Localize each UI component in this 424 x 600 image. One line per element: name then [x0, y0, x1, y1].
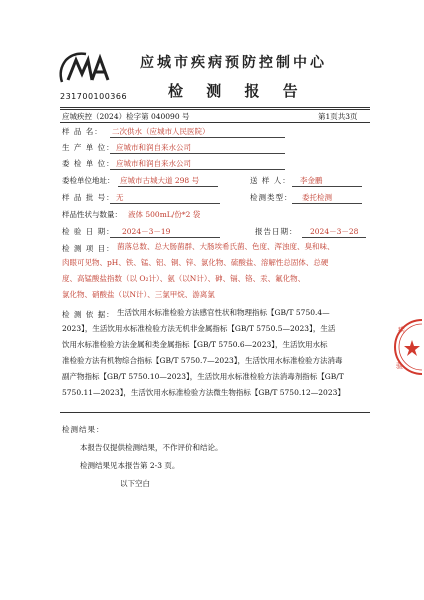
- test-basis-label: 检 测 依 据：: [62, 310, 115, 319]
- conclusion-line-2: 检测结果见本报告第 2-3 页。: [80, 461, 180, 470]
- header-divider-2: [60, 109, 370, 110]
- org-title: 应城市疾病预防控制中心: [140, 55, 327, 71]
- test-basis-line-2: 2023】，生活饮用水标准检验方法无机非金属指标【GB/T 5750.5—2023】，生活: [62, 324, 336, 333]
- test-items-line-1: 菌落总数、总大肠菌群、大肠埃希氏菌、色度、浑浊度、臭和味、: [117, 242, 335, 251]
- sample-name-value: 二次供水（应城市人民医院）: [112, 127, 210, 136]
- header-divider: [60, 107, 370, 108]
- meta-divider: [60, 122, 370, 123]
- cma-cert-number: 231700100366: [60, 92, 128, 101]
- test-type-value: 委托检测: [302, 193, 332, 202]
- client-value: 应城市和润自来水公司: [116, 159, 191, 168]
- batch-underline: [110, 203, 220, 204]
- sample-name-underline: [110, 137, 285, 138]
- sample-name-label: 样 品 名：: [62, 127, 103, 136]
- batch-label: 样 品 批 号：: [62, 193, 115, 202]
- test-date-value: 2024－3－19: [122, 227, 171, 236]
- report-date-label: 报告日期：: [255, 227, 298, 236]
- official-seal-stamp: [392, 318, 422, 376]
- batch-value: 无: [116, 193, 124, 202]
- conclusion-label: 检测结果：: [62, 425, 105, 434]
- sender-underline: [292, 186, 362, 187]
- producer-value: 应城市和润自来水公司: [116, 143, 191, 152]
- test-basis-line-6: 5750.11—2023】，生活饮用水标准检验方法微生物指标【GB/T 5750.12—2023】: [62, 388, 345, 397]
- test-date-label: 检 验 日 期：: [62, 227, 115, 236]
- producer-label: 生 产 单 位：: [62, 143, 115, 152]
- client-underline: [110, 169, 285, 170]
- conclusion-line-1: 本报告仅提供检测结果，不作评价和结论。: [80, 443, 223, 452]
- client-address-value: 应城市古城大道 298 号: [120, 176, 200, 185]
- test-basis-line-5: 副产物指标【GB/T 5750.10—2023】，生活饮用水标准检验方法消毒剂指标【GB/T: [62, 372, 344, 381]
- report-title: 检 测 报 告: [168, 82, 307, 100]
- cma-logo: [56, 50, 112, 90]
- client-address-label: 委检单位地址：: [62, 176, 115, 185]
- test-basis-line-1: 生活饮用水标准检验方法感官性状和物理指标【GB/T 5750.4—: [117, 308, 330, 317]
- test-date-underline: [110, 237, 220, 238]
- sender-value: 李金鹏: [300, 176, 323, 185]
- client-label: 委 检 单 位：: [62, 159, 115, 168]
- test-items-line-2: 肉眼可见物、pH、铁、锰、铝、铜、锌、氯化物、硫酸盐、溶解性总固体、总硬: [62, 258, 329, 267]
- conclusion-line-3: 以下空白: [120, 479, 150, 488]
- test-items-line-4: 氯化物、硝酸盐（以N计）、三氯甲烷、游离氯: [62, 290, 215, 299]
- sample-property-label: 样品性状与数量：: [62, 210, 122, 219]
- page-info: 第1页共3页: [318, 112, 358, 121]
- test-items-label: 检 测 项 目：: [62, 244, 115, 253]
- section-divider: [60, 412, 370, 413]
- test-basis-line-3: 饮用水标准检验方法金属和类金属指标【GB/T 5750.6—2023】，生活饮用水标: [62, 340, 328, 349]
- report-date-underline: [302, 237, 366, 238]
- document-number: 应城疾控（2024）检字第 040090 号: [62, 112, 190, 121]
- test-basis-line-4: 准检验方法有机物综合指标【GB/T 5750.7—2023】，生活饮用水标准检验方法消毒: [62, 356, 343, 365]
- svg-text:验: 验: [396, 362, 403, 370]
- svg-text:疾: 疾: [398, 326, 405, 334]
- report-date-value: 2024－3－28: [310, 227, 359, 236]
- client-address-underline: [118, 186, 218, 187]
- test-type-label: 检测类型：: [250, 193, 293, 202]
- sample-property-value: 液体 500mL/份*2 袋: [128, 210, 201, 219]
- test-items-line-3: 度、高锰酸盐指数（以 O₂计）、氨（以N计）、砷、镉、铬、汞、氟化物、: [62, 274, 306, 283]
- producer-underline: [110, 153, 285, 154]
- sender-label: 送 样 人：: [250, 176, 291, 185]
- test-type-underline: [292, 203, 362, 204]
